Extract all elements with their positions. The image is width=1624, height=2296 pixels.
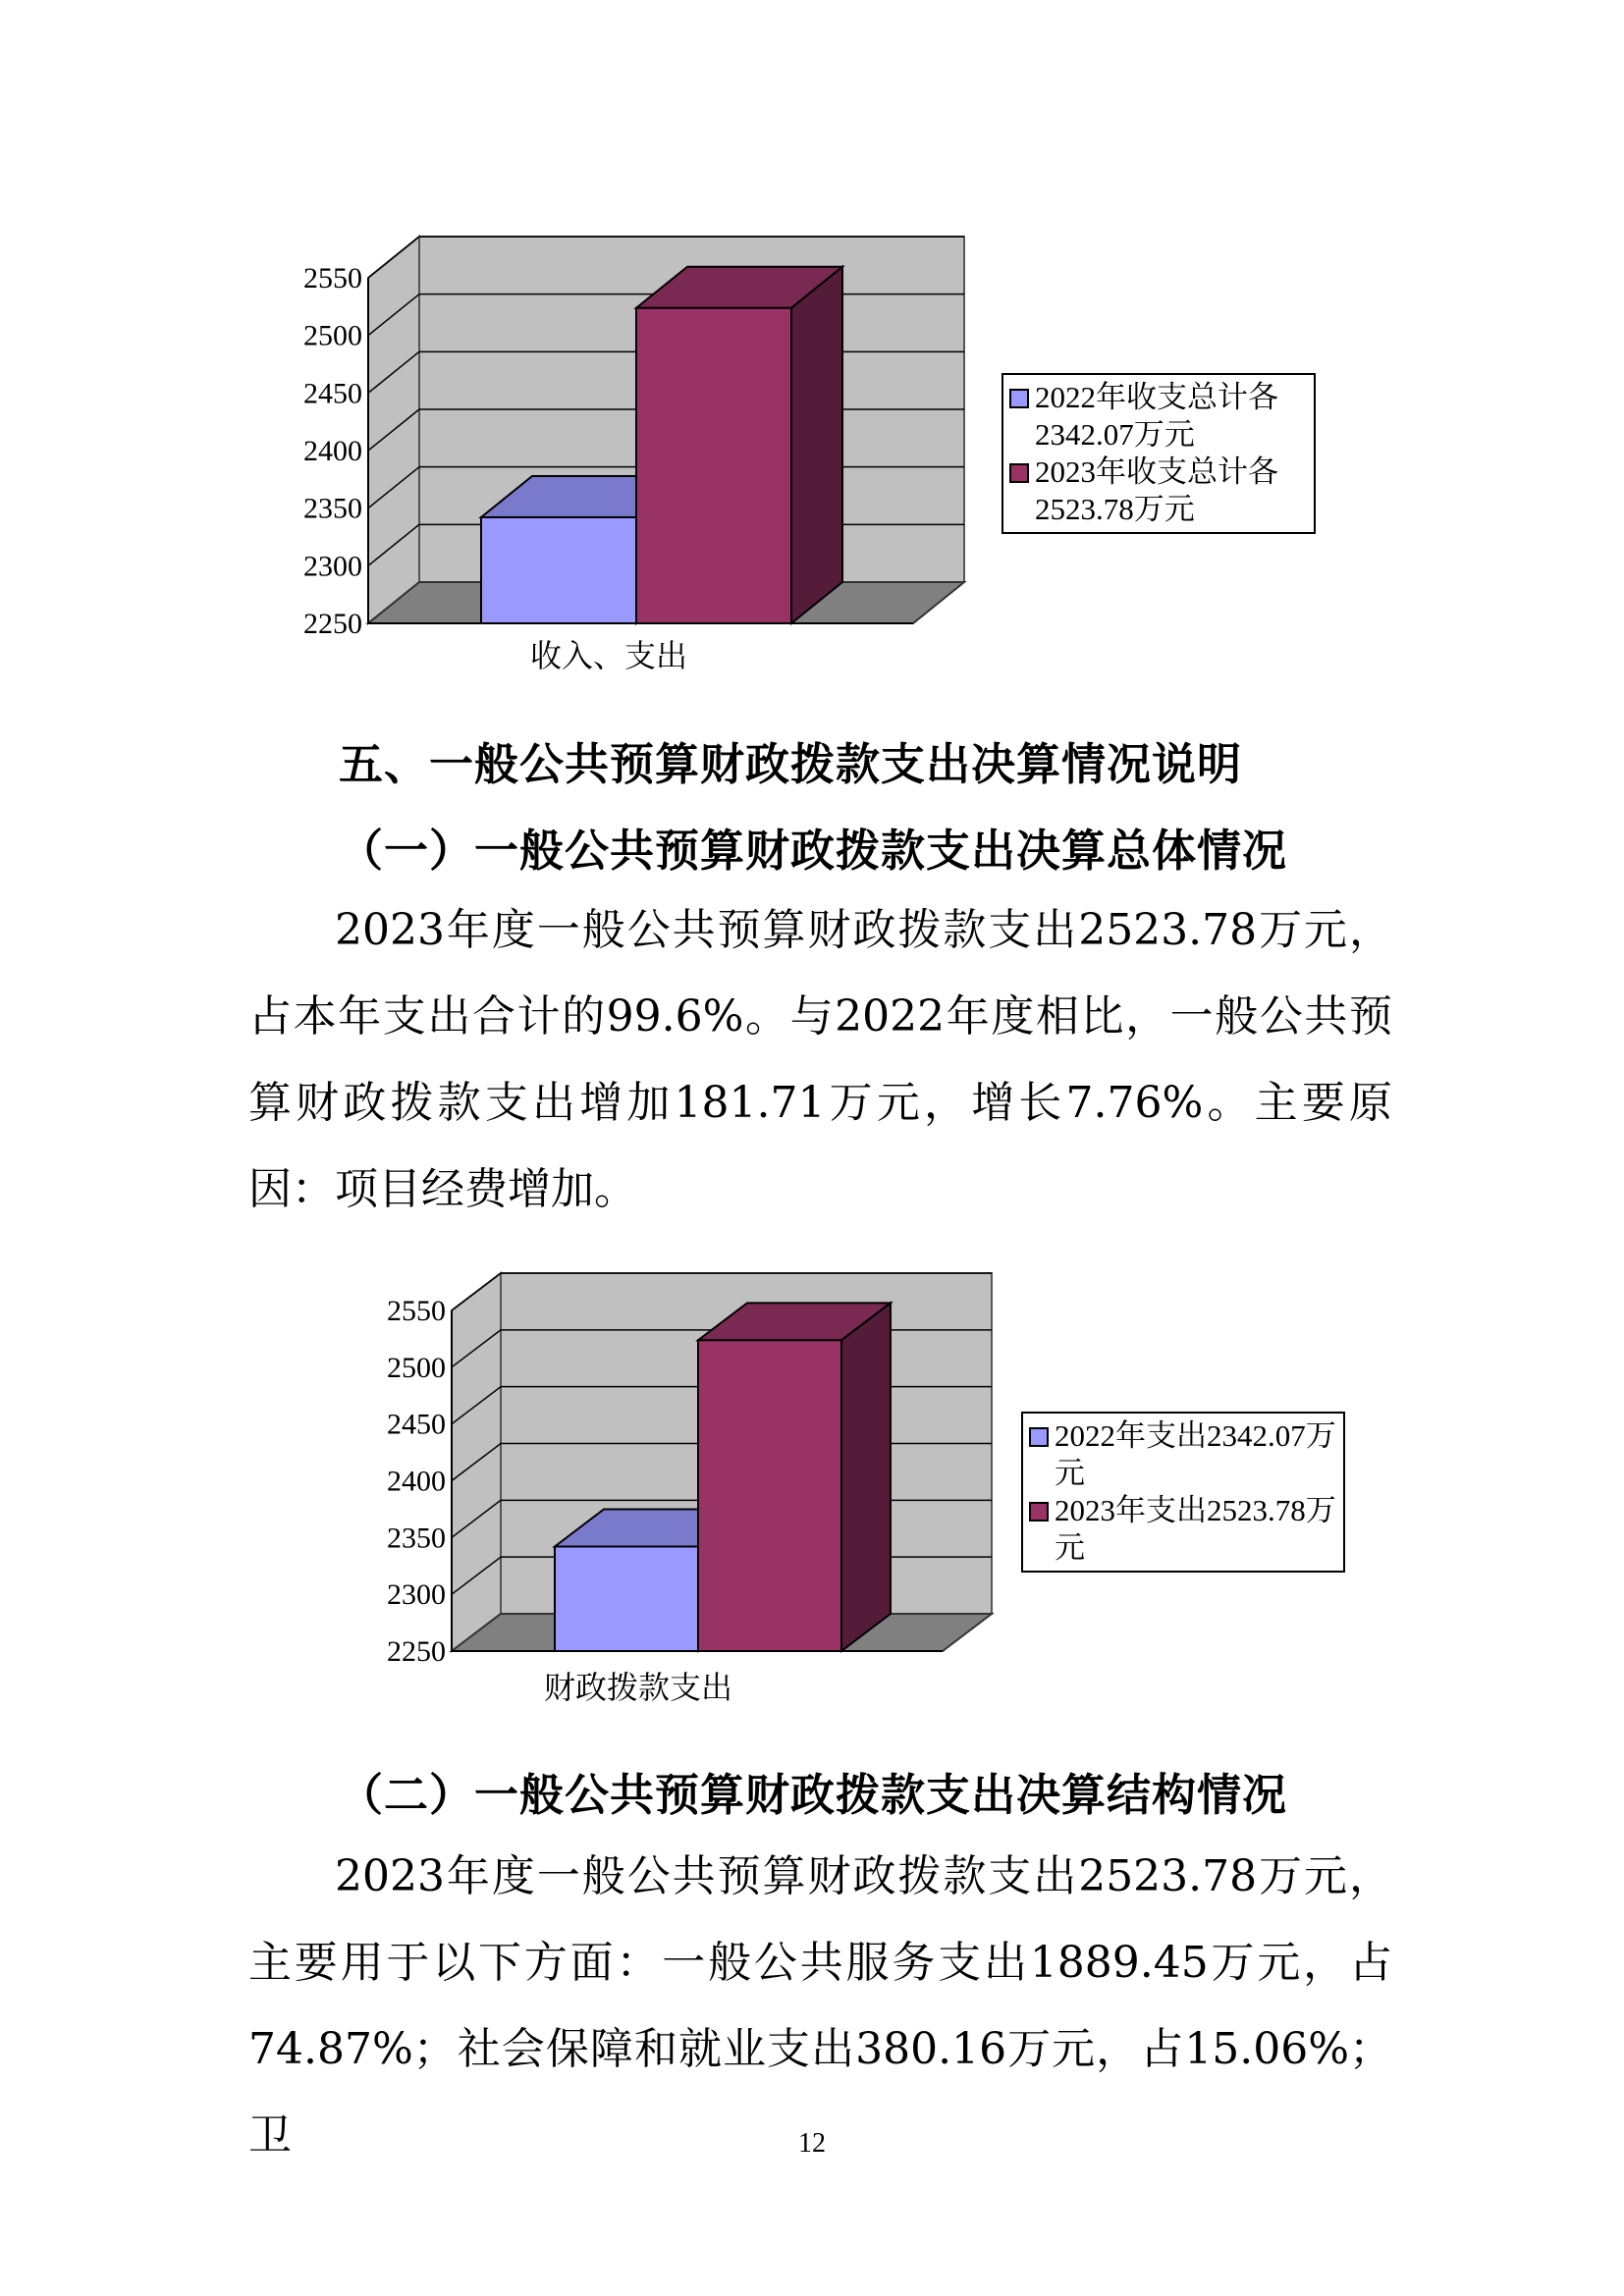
y-tick-label: 2550 bbox=[303, 262, 362, 294]
x-axis-label: 收入、支出 bbox=[529, 637, 687, 674]
bar-side-1 bbox=[841, 1303, 891, 1651]
y-tick-label: 2450 bbox=[303, 377, 362, 410]
legend-label-2023: 2023年收支总计各2523.78万元 bbox=[1035, 454, 1278, 526]
y-tick-label: 2400 bbox=[303, 435, 362, 467]
x-axis-label: 财政拨款支出 bbox=[543, 1669, 732, 1706]
y-tick-label: 2400 bbox=[387, 1465, 446, 1498]
subsection-heading-2: （二）一般公共预算财政拨款支出决算结构情况 bbox=[339, 1769, 1288, 1821]
y-tick-label: 2250 bbox=[303, 608, 362, 640]
bar-1 bbox=[698, 1340, 841, 1651]
y-tick-label: 2250 bbox=[387, 1635, 446, 1668]
page-number: 12 bbox=[798, 2128, 826, 2159]
bar-side-1 bbox=[791, 267, 842, 623]
y-tick-label: 2350 bbox=[387, 1522, 446, 1555]
y-tick-label: 2550 bbox=[387, 1295, 446, 1327]
chart-fiscal-expenditure bbox=[353, 1256, 1355, 1708]
section-heading: 五、一般公共预算财政拨款支出决算情况说明 bbox=[339, 738, 1243, 790]
bar-0 bbox=[481, 517, 636, 623]
legend-item-2022 bbox=[1003, 379, 1314, 454]
y-tick-label: 2350 bbox=[303, 492, 362, 525]
y-tick-label: 2450 bbox=[387, 1408, 446, 1441]
legend-label-2022: 2022年收支总计各2342.07万元 bbox=[1035, 380, 1278, 452]
y-tick-label: 2300 bbox=[387, 1578, 446, 1612]
bar-0 bbox=[555, 1547, 698, 1651]
subsection-heading-1: （一）一般公共预算财政拨款支出决算总体情况 bbox=[339, 825, 1288, 877]
paragraph-1: 2023年度一般公共预算财政拨款支出2523.78万元，占本年支出合计的99.6%。与2022年度相比，一般公共预算财政拨款支出增加181.71万元，增长7.76%。主要原因：项目经费增加。 bbox=[248, 905, 1392, 1214]
legend-swatch-2023 bbox=[1009, 463, 1029, 483]
legend-swatch-2022 bbox=[1029, 1427, 1049, 1447]
y-tick-label: 2500 bbox=[387, 1351, 446, 1384]
bar-1 bbox=[636, 308, 791, 623]
legend-swatch-2023 bbox=[1029, 1502, 1049, 1522]
legend-item-2023 bbox=[1003, 454, 1314, 528]
y-tick-label: 2300 bbox=[303, 550, 362, 583]
chart-income-expense bbox=[275, 211, 1335, 672]
legend-label-2022: 2022年支出2342.07万元 bbox=[1055, 1418, 1336, 1490]
chart-legend bbox=[1001, 373, 1316, 534]
legend-item-2022 bbox=[1023, 1417, 1343, 1492]
legend-item-2023 bbox=[1023, 1492, 1343, 1567]
chart-legend bbox=[1021, 1412, 1345, 1573]
y-tick-label: 2500 bbox=[303, 319, 362, 352]
legend-swatch-2022 bbox=[1009, 389, 1029, 408]
paragraph-2: 2023年度一般公共预算财政拨款支出2523.78万元，主要用于以下方面：一般公共服务支出1889.45万元，占74.87%；社会保障和就业支出380.16万元，占15.06%；卫 bbox=[248, 1851, 1392, 2161]
legend-label-2023: 2023年支出2523.78万元 bbox=[1055, 1493, 1336, 1565]
